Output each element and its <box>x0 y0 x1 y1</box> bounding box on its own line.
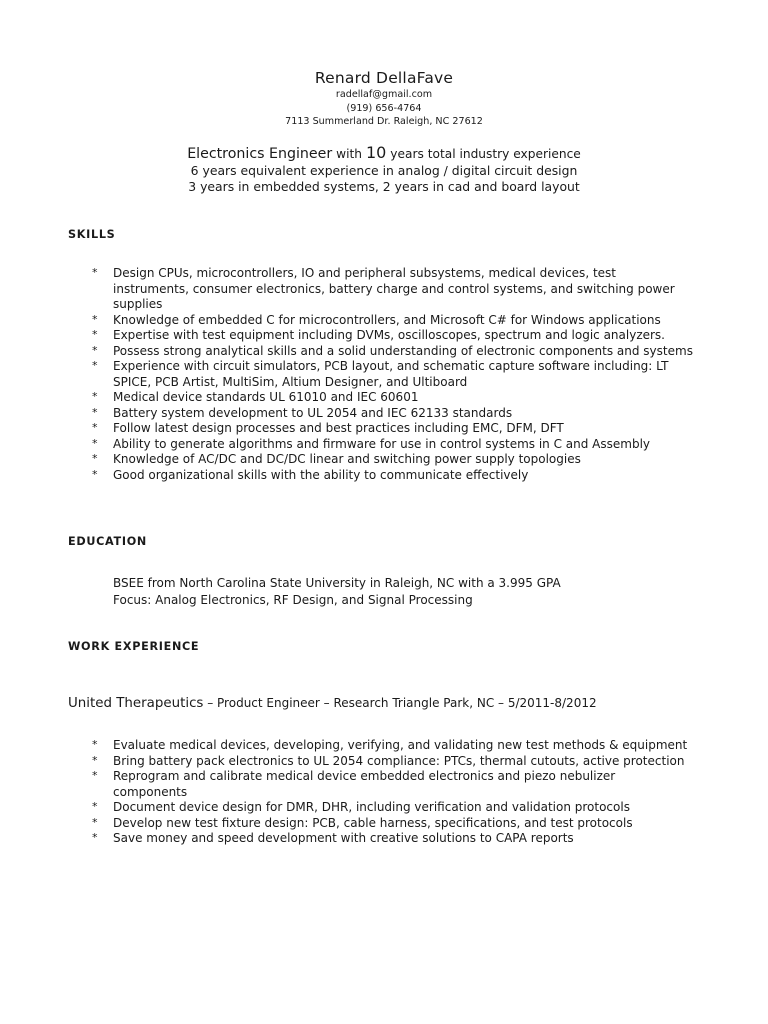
list-item <box>0 328 693 344</box>
education-heading: EDUCATION <box>68 535 147 548</box>
bullet-icon: * <box>92 266 98 279</box>
list-item <box>0 738 693 754</box>
bullet-icon: * <box>92 769 98 782</box>
duty-text: Develop new test fixture design: PCB, cable harness, specifications, and test protocols <box>113 815 633 830</box>
list-item <box>0 816 693 832</box>
duty-text: Evaluate medical devices, developing, verifying, and validating new test methods & equipment <box>113 738 688 752</box>
summary-years: 10 <box>365 143 387 162</box>
duty-text: Document device design for DMR, DHR, including verification and validation protocols <box>113 800 630 814</box>
bullet-icon: * <box>92 738 98 751</box>
work-experience-heading: WORK EXPERIENCE <box>68 640 200 653</box>
resume-header <box>0 69 768 129</box>
skills-heading: SKILLS <box>68 228 116 241</box>
candidate-name: Renard DellaFave <box>314 69 454 87</box>
email-text: radellaf@gmail.com <box>335 89 433 100</box>
list-item <box>0 831 693 847</box>
bullet-icon: * <box>92 815 98 829</box>
skill-text: Design CPUs, microcontrollers, IO and peripheral subsystems, medical devices, test instruments, consumer electronics, battery charge and control systems, and switching power supplies <box>113 266 675 311</box>
summary-with: with <box>336 147 363 161</box>
bullet-icon: * <box>92 405 98 419</box>
duty-text: Save money and speed development with creative solutions to CAPA reports <box>113 831 574 845</box>
skill-text: Knowledge of embedded C for microcontrollers, and Microsoft C# for Windows applications <box>113 312 661 327</box>
list-item <box>0 266 693 313</box>
phone-text: (919) 656-4764 <box>346 102 422 114</box>
skill-text: Follow latest design processes and best practices including EMC, DFM, DFT <box>113 421 564 435</box>
skill-text: Good organizational skills with the ability to communicate effectively <box>113 467 529 482</box>
address-text: 7113 Summerland Dr. Raleigh, NC 27612 <box>285 116 483 127</box>
summary-title-rest: years total industry experience <box>390 147 581 161</box>
duty-text: Bring battery pack electronics to UL 2054 compliance: PTCs, thermal cutouts, active protection <box>113 753 685 768</box>
job-details: – Product Engineer – Research Triangle Park, NC – 5/2011-8/2012 <box>203 696 597 710</box>
list-item <box>0 437 693 453</box>
skills-list <box>0 266 693 483</box>
skill-text: Possess strong analytical skills and a solid understanding of electronic components and systems <box>113 343 693 358</box>
skill-text: Medical device standards UL 61010 and IEC 60601 <box>113 390 419 404</box>
list-item <box>0 468 693 484</box>
education-focus: Focus: Analog Electronics, RF Design, and Signal Processing <box>113 593 473 607</box>
summary-block <box>0 145 768 196</box>
company-name: United Therapeutics <box>68 696 204 711</box>
summary-line-2: 6 years equivalent experience in analog / digital circuit design <box>190 162 578 178</box>
skill-text: Expertise with test equipment including DVMs, oscilloscopes, spectrum and logic analyzers. <box>113 328 665 342</box>
list-item <box>0 359 693 390</box>
bullet-icon: * <box>92 328 98 341</box>
bullet-icon: * <box>92 390 98 403</box>
bullet-icon: * <box>92 421 98 434</box>
bullet-icon: * <box>92 452 98 465</box>
bullet-icon: * <box>92 831 98 844</box>
bullet-icon: * <box>92 467 98 481</box>
skill-text: Knowledge of AC/DC and DC/DC linear and switching power supply topologies <box>113 452 581 466</box>
bullet-icon: * <box>92 436 98 450</box>
bullet-icon: * <box>92 343 98 357</box>
list-item <box>0 406 693 422</box>
bullet-icon: * <box>92 312 98 326</box>
list-item <box>0 800 693 816</box>
list-item <box>0 421 693 437</box>
job-duties-list <box>0 738 693 847</box>
summary-title-line <box>0 145 768 163</box>
summary-title: Electronics Engineer <box>187 146 333 162</box>
education-degree: BSEE from North Carolina State University in Raleigh, NC with a 3.995 GPA <box>113 576 561 590</box>
list-item <box>0 754 693 770</box>
list-item <box>0 313 693 329</box>
duty-text: Reprogram and calibrate medical device embedded electronics and piezo nebulizer components <box>113 769 616 799</box>
summary-line-3: 3 years in embedded systems, 2 years in cad and board layout <box>188 179 580 194</box>
list-item <box>0 452 693 468</box>
list-item <box>0 390 693 406</box>
bullet-icon: * <box>92 800 98 813</box>
job-title-line <box>68 695 597 712</box>
skill-text: Ability to generate algorithms and firmware for use in control systems in C and Assembly <box>113 436 651 451</box>
skill-text: Battery system development to UL 2054 and IEC 62133 standards <box>113 405 513 420</box>
bullet-icon: * <box>92 753 98 767</box>
skill-text: Experience with circuit simulators, PCB layout, and schematic capture software including: LT SPICE, PCB Artist, MultiSim, Altium Designer, and Ultiboard <box>113 359 669 389</box>
list-item <box>0 344 693 360</box>
list-item <box>0 769 693 800</box>
bullet-icon: * <box>92 359 98 372</box>
